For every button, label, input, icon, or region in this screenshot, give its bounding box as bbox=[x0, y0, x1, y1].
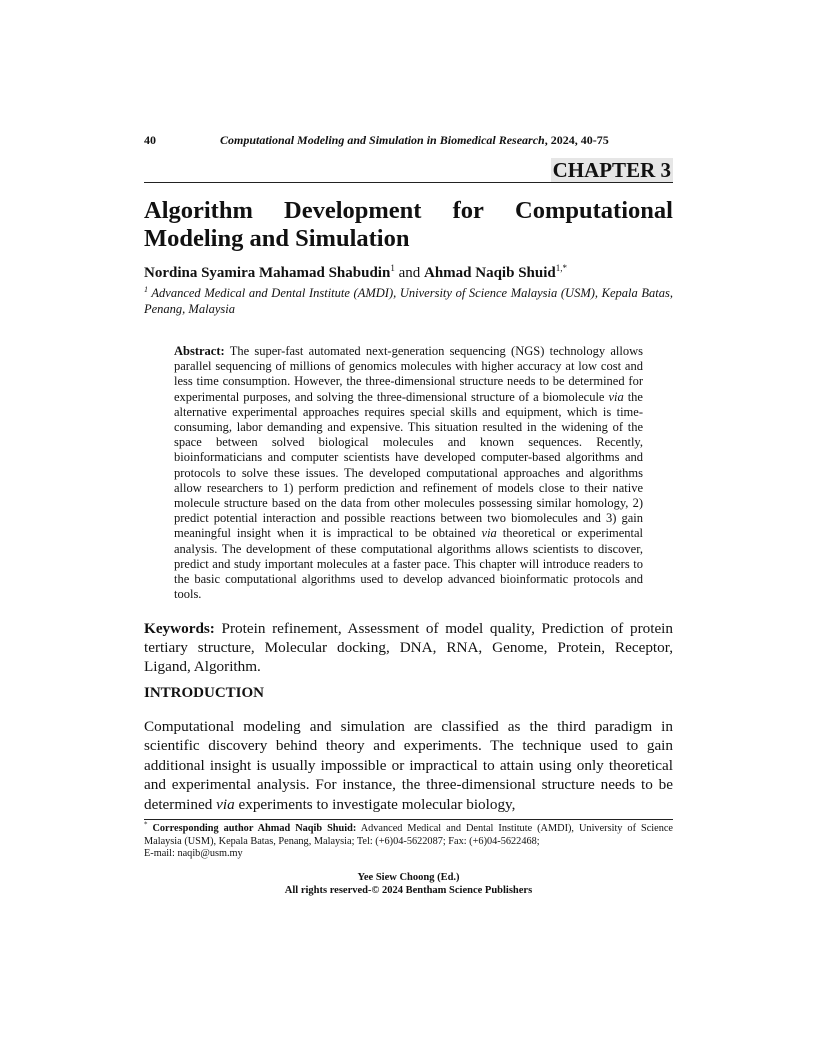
footnote-label: Corresponding author Ahmad Naqib Shuid: bbox=[147, 823, 357, 834]
intro-text-2: experiments to investigate molecular biology, bbox=[234, 795, 516, 813]
keywords-label: Keywords: bbox=[144, 620, 215, 637]
keywords bbox=[144, 619, 673, 676]
editor-line: Yee Siew Choong (Ed.) bbox=[357, 872, 460, 883]
page-number: 40 bbox=[144, 133, 156, 147]
title-line-2: Modeling and Simulation bbox=[144, 225, 410, 252]
title-word: for bbox=[452, 197, 484, 224]
journal-meta: , 2024, 40-75 bbox=[544, 133, 609, 147]
author-1: Nordina Syamira Mahamad Shabudin bbox=[144, 265, 391, 281]
author-1-sup: 1 bbox=[390, 263, 395, 273]
intro-text-1: Computational modeling and simulation are classified as the third paradigm in scientific discovery behind theory and experiments. The technique used to gain additional insight is usually impossible or impractical to attain using only theoretical and experimental analysis. For instance, the three-dimensional structure needs to be determined bbox=[144, 718, 673, 813]
keywords-text: Protein refinement, Assessment of model quality, Prediction of protein tertiary structure, Molecular docking, DNA, RNA, Genome, Protein, Receptor, Ligand, Algorithm. bbox=[144, 620, 673, 675]
title-word: Computational bbox=[515, 197, 673, 224]
abstract-label: Abstract: bbox=[174, 344, 225, 358]
abstract bbox=[174, 344, 643, 602]
abstract-text-2: the alternative experimental approaches requires special skills and equipment, which is time-consuming, labor demanding and expensive. This situation resulted in the widening of the space between solved biological molecules and known sequences. Recently, bioinformaticians and computer scientists have developed computer-based algorithms and protocols to solve these issues. The developed computational approaches and algorithms allow researchers to 1) perform prediction and refinement of models close to their native molecule structure based on the data from other molecules possessing similar homology, 2) predict potential interaction and possible reactions between two biomolecules and 3) gain meaningful insight when it is impractical to be obtained bbox=[174, 389, 643, 541]
footnote-email: E-mail: naqib@usm.my bbox=[144, 848, 243, 860]
affiliation bbox=[144, 286, 673, 317]
chapter-label: CHAPTER 3 bbox=[552, 158, 671, 182]
journal-title bbox=[220, 133, 609, 148]
chapter-title bbox=[144, 197, 673, 253]
intro-via: via bbox=[216, 795, 235, 813]
footnote-text: Advanced Medical and Dental Institute (AMDI), University of Science Malaysia (USM), Kepala Batas, Penang, Malaysia; Tel: (+6)04-5622087; Fax: (+6)04-5622468; bbox=[144, 823, 673, 847]
rights-line: All rights reserved-© 2024 Bentham Science Publishers bbox=[284, 884, 533, 896]
journal-name: Computational Modeling and Simulation in Biomedical Research bbox=[220, 133, 545, 147]
affiliation-text: Advanced Medical and Dental Institute (AMDI), University of Science Malaysia (USM), Kepala Batas, Penang, Malaysia bbox=[144, 286, 673, 316]
introduction-paragraph bbox=[144, 717, 673, 814]
abstract-text-3: theoretical or experimental analysis. The development of these computational algorithms allows scientists to discover, predict and study important molecules at a faster pace. This chapter will introduce readers to the basic computational algorithms used to develop advanced bioinformatic protocols and tools. bbox=[174, 526, 644, 602]
title-line-1 bbox=[144, 197, 673, 225]
abstract-via-2: via bbox=[481, 526, 497, 541]
author-2: Ahmad Naqib Shuid bbox=[424, 265, 556, 281]
authors bbox=[144, 264, 673, 282]
title-word: Algorithm bbox=[144, 197, 253, 224]
affiliation-sup: 1 bbox=[144, 284, 148, 294]
abstract-via-1: via bbox=[608, 389, 624, 404]
author-2-sup: 1,* bbox=[555, 263, 567, 273]
title-word: Development bbox=[284, 197, 422, 224]
footnote-divider bbox=[144, 819, 673, 820]
author-conjunction: and bbox=[394, 265, 424, 281]
publisher-block bbox=[144, 872, 673, 897]
section-heading-introduction: INTRODUCTION bbox=[144, 685, 265, 701]
abstract-text-1: The super-fast automated next-generation sequencing (NGS) technology allows parallel sequencing of millions of genomics molecules with higher accuracy at low cost and less time consumption. However, the three-dimensional structure needs to be determined for experimental purposes, and solving the three-dimensional structure of a biomolecule bbox=[174, 344, 643, 404]
footnote-sup: * bbox=[144, 820, 148, 829]
chapter-header bbox=[144, 158, 673, 183]
footnote bbox=[144, 820, 673, 861]
